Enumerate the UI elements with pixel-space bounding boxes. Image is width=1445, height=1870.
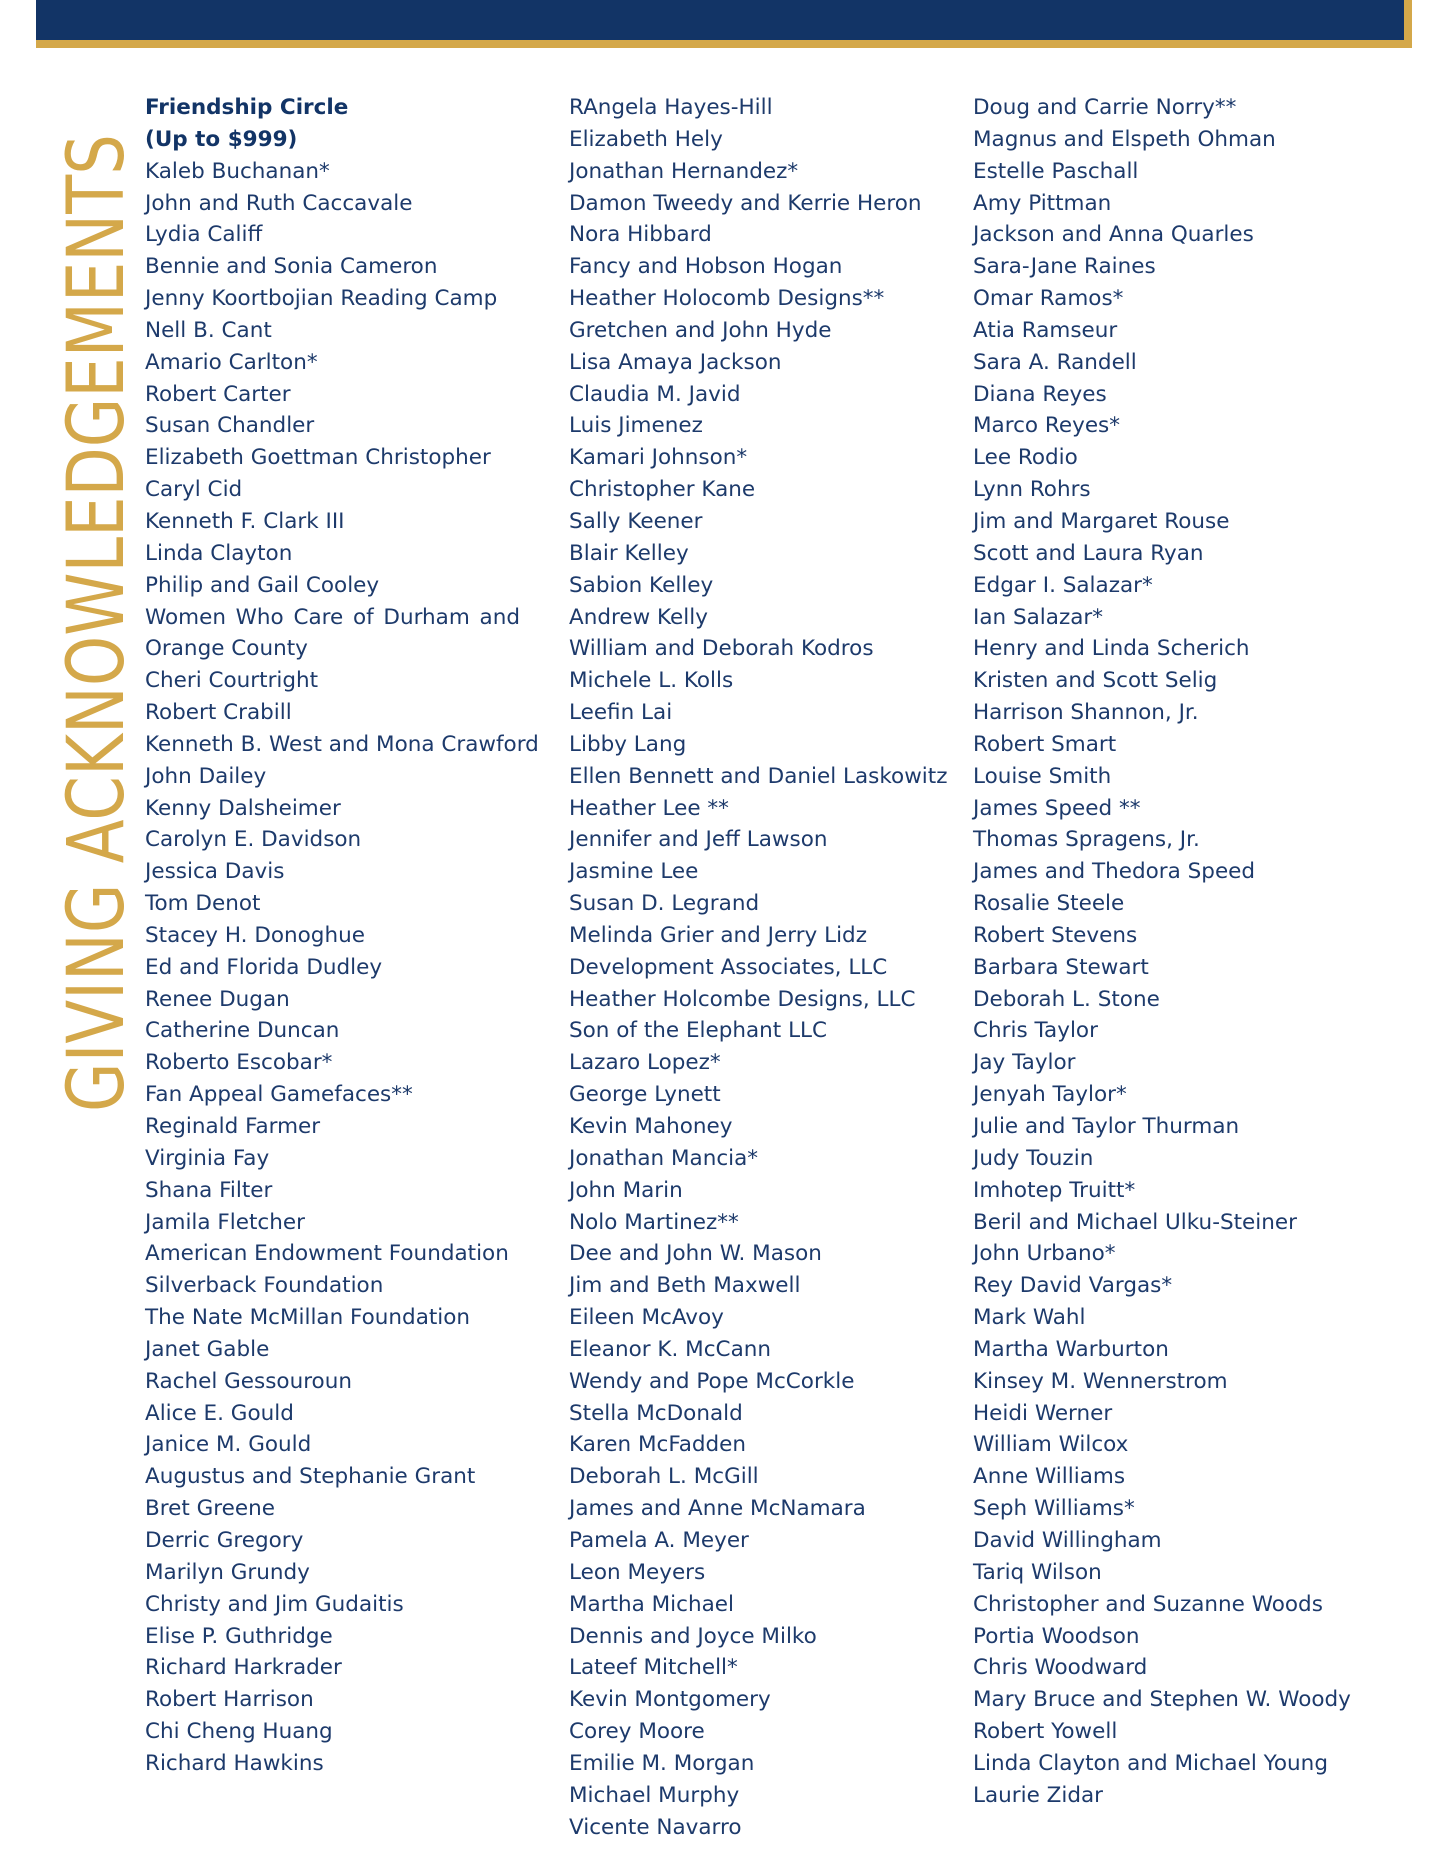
donor-name: David Willingham bbox=[973, 1527, 1162, 1553]
donor-name: Kristen and Scott Selig bbox=[973, 668, 1218, 694]
donor-name: Thomas Spragens, Jr. bbox=[973, 827, 1200, 853]
word: Durham bbox=[383, 604, 470, 630]
donor-name: Reginald Farmer bbox=[145, 1114, 321, 1139]
donor-name: Chris Woodward bbox=[973, 1655, 1148, 1681]
donor-name: Ed and Florida Dudley bbox=[145, 954, 383, 980]
donor-name: Gretchen and John Hyde bbox=[569, 317, 832, 343]
donor-name: Nell B. Cant bbox=[145, 317, 272, 343]
word: Who bbox=[235, 604, 284, 630]
donor-name: The Nate McMillan Foundation bbox=[145, 1305, 471, 1331]
donor-name: Robert Stevens bbox=[973, 922, 1138, 948]
donor-name: Chi Cheng Huang bbox=[145, 1719, 333, 1745]
donor-name: Karen McFadden bbox=[569, 1432, 747, 1458]
donor-name: Rosalie Steele bbox=[973, 891, 1125, 917]
header-gold-rule bbox=[36, 40, 1412, 48]
donor-name: Lynn Rohrs bbox=[973, 477, 1091, 503]
donor-name: Catherine Duncan bbox=[145, 1018, 340, 1044]
donor-name: Marco Reyes* bbox=[973, 413, 1121, 439]
donor-name: Sara-Jane Raines bbox=[973, 254, 1156, 280]
donor-name: Nora Hibbard bbox=[569, 222, 712, 248]
donor-column-1 bbox=[145, 92, 539, 1780]
donor-name: Elise P. Guthridge bbox=[145, 1623, 333, 1649]
donor-name: Lateef Mitchell* bbox=[569, 1655, 738, 1681]
word: of bbox=[352, 604, 374, 630]
donor-name: Elizabeth Goettman Christopher bbox=[145, 445, 491, 471]
donor-name: Kevin Montgomery bbox=[569, 1687, 771, 1713]
donor-name: Caryl Cid bbox=[145, 477, 243, 503]
donor-name: Martha Michael bbox=[569, 1591, 734, 1617]
donor-name: Dee and John W. Mason bbox=[569, 1241, 822, 1267]
donor-name: Beril and Michael Ulku-Steiner bbox=[973, 1209, 1297, 1235]
section-heading-title: Friendship Circle bbox=[145, 95, 349, 120]
donor-name: Robert Crabill bbox=[145, 700, 292, 726]
donor-name: Jenny Koortbojian Reading Camp bbox=[145, 286, 498, 312]
donor-name: Melinda Grier and Jerry Lidz bbox=[569, 922, 867, 948]
donor-name: Julie and Taylor Thurman bbox=[973, 1114, 1240, 1139]
donor-name: Doug and Carrie Norry** bbox=[973, 95, 1237, 120]
donor-name: Diana Reyes bbox=[973, 381, 1107, 407]
donor-name: Deborah L. McGill bbox=[569, 1464, 759, 1490]
donor-name: Jennifer and Jeff Lawson bbox=[569, 827, 828, 853]
donor-name: Amario Carlton* bbox=[145, 349, 318, 375]
donor-name: Christopher and Suzanne Woods bbox=[973, 1591, 1323, 1617]
donor-name: Harrison Shannon, Jr. bbox=[973, 700, 1199, 726]
donor-name: Kenneth B. West and Mona Crawford bbox=[145, 731, 539, 757]
donor-name: Alice E. Gould bbox=[145, 1400, 294, 1426]
donor-name: Louise Smith bbox=[973, 763, 1112, 789]
donor-name: Nolo Martinez** bbox=[569, 1209, 739, 1235]
donor-name: Eleanor K. McCann bbox=[569, 1336, 771, 1362]
donor-name: Rachel Gessouroun bbox=[145, 1368, 352, 1394]
donor-name: John Dailey bbox=[145, 763, 267, 789]
donor-name: Kenneth F. Clark III bbox=[145, 508, 345, 534]
donor-name: Sara A. Randell bbox=[973, 349, 1137, 375]
donor-name: Robert Harrison bbox=[145, 1687, 314, 1713]
header-bar bbox=[36, 0, 1410, 40]
donor-name: Janet Gable bbox=[145, 1336, 270, 1362]
donor-name: Jessica Davis bbox=[145, 859, 285, 885]
donor-name: Jay Taylor bbox=[973, 1050, 1076, 1076]
donor-name-wrapped-line-1 bbox=[145, 602, 520, 634]
donor-name: Luis Jimenez bbox=[569, 413, 703, 439]
donor-name: Son of the Elephant LLC bbox=[569, 1018, 828, 1044]
donor-column-3 bbox=[973, 92, 1393, 1812]
donor-name: James Speed ** bbox=[973, 795, 1141, 821]
donor-name: Judy Touzin bbox=[973, 1145, 1094, 1171]
donor-name: Roberto Escobar* bbox=[145, 1050, 333, 1076]
donor-name: Libby Lang bbox=[569, 731, 687, 757]
donor-name: Robert Yowell bbox=[973, 1719, 1118, 1745]
donor-name: Jim and Margaret Rouse bbox=[973, 508, 1230, 534]
donor-name: Susan Chandler bbox=[145, 413, 315, 439]
donor-name: Chris Taylor bbox=[973, 1018, 1098, 1044]
donor-name: Richard Harkrader bbox=[145, 1655, 342, 1681]
header-gold-edge bbox=[1404, 0, 1412, 44]
donor-name: Barbara Stewart bbox=[973, 954, 1149, 980]
donor-name: Linda Clayton bbox=[145, 540, 293, 566]
donor-name: George Lynett bbox=[569, 1082, 721, 1108]
donor-name: Development Associates, LLC bbox=[569, 954, 888, 980]
donor-name: RAngela Hayes-Hill bbox=[569, 95, 773, 120]
donor-name: American Endowment Foundation bbox=[145, 1241, 509, 1267]
donor-name: Imhotep Truitt* bbox=[973, 1177, 1136, 1203]
donor-name: Claudia M. Javid bbox=[569, 381, 741, 407]
donor-name: Heather Holocomb Designs** bbox=[569, 286, 885, 312]
word: Women bbox=[145, 604, 226, 630]
donor-name: Rey David Vargas* bbox=[973, 1273, 1173, 1299]
donor-name: Laurie Zidar bbox=[973, 1782, 1104, 1808]
donor-name: James and Anne McNamara bbox=[569, 1496, 866, 1522]
donor-name: James and Thedora Speed bbox=[973, 859, 1256, 885]
donor-name: Bennie and Sonia Cameron bbox=[145, 254, 438, 280]
donor-name: Pamela A. Meyer bbox=[569, 1527, 749, 1553]
donor-name: Susan D. Legrand bbox=[569, 891, 760, 917]
donor-name: Philip and Gail Cooley bbox=[145, 572, 380, 598]
donor-name: William Wilcox bbox=[973, 1432, 1129, 1458]
donor-name: Linda Clayton and Michael Young bbox=[973, 1750, 1328, 1776]
donor-name: Cheri Courtright bbox=[145, 668, 319, 694]
donor-name: Jim and Beth Maxwell bbox=[569, 1273, 801, 1299]
donor-name: Bret Greene bbox=[145, 1496, 275, 1522]
donor-name: Tom Denot bbox=[145, 891, 261, 917]
donor-name: Fan Appeal Gamefaces** bbox=[145, 1082, 413, 1108]
donor-name: Leefin Lai bbox=[569, 700, 673, 726]
donor-name: Elizabeth Hely bbox=[569, 126, 723, 152]
donor-name: Virginia Fay bbox=[145, 1145, 270, 1171]
donor-name: Silverback Foundation bbox=[145, 1273, 384, 1299]
donor-name: Jasmine Lee bbox=[569, 859, 699, 885]
donor-name: Wendy and Pope McCorkle bbox=[569, 1368, 855, 1394]
donor-name: Derric Gregory bbox=[145, 1527, 304, 1553]
donor-name: Heather Holcombe Designs, LLC bbox=[569, 986, 916, 1012]
donor-name: John Marin bbox=[569, 1177, 683, 1203]
donor-name: Michael Murphy bbox=[569, 1782, 740, 1808]
donor-name: Carolyn E. Davidson bbox=[145, 827, 362, 853]
word: Care bbox=[293, 604, 344, 630]
donor-name: Fancy and Hobson Hogan bbox=[569, 254, 843, 280]
donor-name: John and Ruth Caccavale bbox=[145, 190, 413, 216]
donor-list bbox=[569, 92, 969, 1843]
donor-name: Jenyah Taylor* bbox=[973, 1082, 1127, 1108]
donor-name: Deborah L. Stone bbox=[973, 986, 1160, 1012]
donor-column-2 bbox=[569, 92, 969, 1843]
donor-name: Renee Dugan bbox=[145, 986, 290, 1012]
donor-name: Richard Hawkins bbox=[145, 1750, 324, 1776]
donor-name: Christy and Jim Gudaitis bbox=[145, 1591, 404, 1617]
donor-name-wrapped-line-2: Orange County bbox=[145, 636, 308, 662]
donor-name: Jonathan Hernandez* bbox=[569, 158, 799, 184]
donor-name: Sally Keener bbox=[569, 508, 703, 534]
donor-name: Jamila Fletcher bbox=[145, 1209, 305, 1235]
donor-name: Amy Pittman bbox=[973, 190, 1112, 216]
donor-name: Heidi Werner bbox=[973, 1400, 1113, 1426]
word: and bbox=[479, 604, 520, 630]
donor-name: Shana Filter bbox=[145, 1177, 273, 1203]
donor-name: Damon Tweedy and Kerrie Heron bbox=[569, 190, 922, 216]
donor-name: Sabion Kelley bbox=[569, 572, 714, 598]
donor-name: Kenny Dalsheimer bbox=[145, 795, 341, 821]
donor-name: Henry and Linda Scherich bbox=[973, 636, 1250, 662]
donor-name: Robert Smart bbox=[973, 731, 1117, 757]
donor-name: Leon Meyers bbox=[569, 1559, 706, 1585]
donor-name: Emilie M. Morgan bbox=[569, 1750, 755, 1776]
donor-name: Ian Salazar* bbox=[973, 604, 1103, 630]
donor-name: Robert Carter bbox=[145, 381, 291, 407]
donor-name: Anne Williams bbox=[973, 1464, 1126, 1490]
donor-list-part-2 bbox=[145, 665, 539, 1780]
donor-name: Scott and Laura Ryan bbox=[973, 540, 1204, 566]
donor-name: Lee Rodio bbox=[973, 445, 1078, 471]
donor-name: Lisa Amaya Jackson bbox=[569, 349, 782, 375]
donor-name: Edgar I. Salazar* bbox=[973, 572, 1153, 598]
section-heading-range: (Up to $999) bbox=[145, 126, 298, 152]
side-title: GIVING ACKNOWLEDGEMENTS bbox=[52, 134, 142, 1112]
donor-name: Janice M. Gould bbox=[145, 1432, 312, 1458]
donor-name: John Urbano* bbox=[973, 1241, 1116, 1267]
donor-name: Estelle Paschall bbox=[973, 158, 1139, 184]
donor-name: Marilyn Grundy bbox=[145, 1559, 310, 1585]
donor-name: Blair Kelley bbox=[569, 540, 689, 566]
donor-name: Ellen Bennett and Daniel Laskowitz bbox=[569, 763, 948, 789]
donor-name: Jackson and Anna Quarles bbox=[973, 222, 1254, 248]
donor-name: Tariq Wilson bbox=[973, 1559, 1102, 1585]
donor-name: Corey Moore bbox=[569, 1719, 705, 1745]
donor-name: Stella McDonald bbox=[569, 1400, 743, 1426]
donor-name: Mark Wahl bbox=[973, 1305, 1086, 1331]
donor-name: Omar Ramos* bbox=[973, 286, 1124, 312]
donor-name: Martha Warburton bbox=[973, 1336, 1169, 1362]
donor-name: Eileen McAvoy bbox=[569, 1305, 724, 1331]
donor-name: Portia Woodson bbox=[973, 1623, 1140, 1649]
donor-name: Andrew Kelly bbox=[569, 604, 708, 630]
donor-name: Augustus and Stephanie Grant bbox=[145, 1464, 476, 1490]
donor-name: William and Deborah Kodros bbox=[569, 636, 874, 662]
donor-name: Atia Ramseur bbox=[973, 317, 1118, 343]
donor-name: Lydia Califf bbox=[145, 222, 263, 248]
donor-name: Heather Lee ** bbox=[569, 795, 729, 821]
donor-name: Seph Williams* bbox=[973, 1496, 1135, 1522]
donor-name: Kamari Johnson* bbox=[569, 445, 748, 471]
donor-name: Jonathan Mancia* bbox=[569, 1145, 759, 1171]
donor-name: Kevin Mahoney bbox=[569, 1114, 733, 1139]
donor-name: Christopher Kane bbox=[569, 477, 756, 503]
donor-name: Dennis and Joyce Milko bbox=[569, 1623, 817, 1649]
donor-name: Michele L. Kolls bbox=[569, 668, 734, 694]
donor-list bbox=[973, 92, 1393, 1812]
donor-name: Stacey H. Donoghue bbox=[145, 922, 365, 948]
donor-name: Kaleb Buchanan* bbox=[145, 158, 330, 184]
donor-name: Kinsey M. Wennerstrom bbox=[973, 1368, 1228, 1394]
donor-name: Mary Bruce and Stephen W. Woody bbox=[973, 1687, 1351, 1713]
donor-name: Vicente Navarro bbox=[569, 1814, 742, 1840]
donor-name: Magnus and Elspeth Ohman bbox=[973, 126, 1276, 152]
donor-list-part-1 bbox=[145, 156, 525, 602]
donor-name: Lazaro Lopez* bbox=[569, 1050, 721, 1076]
